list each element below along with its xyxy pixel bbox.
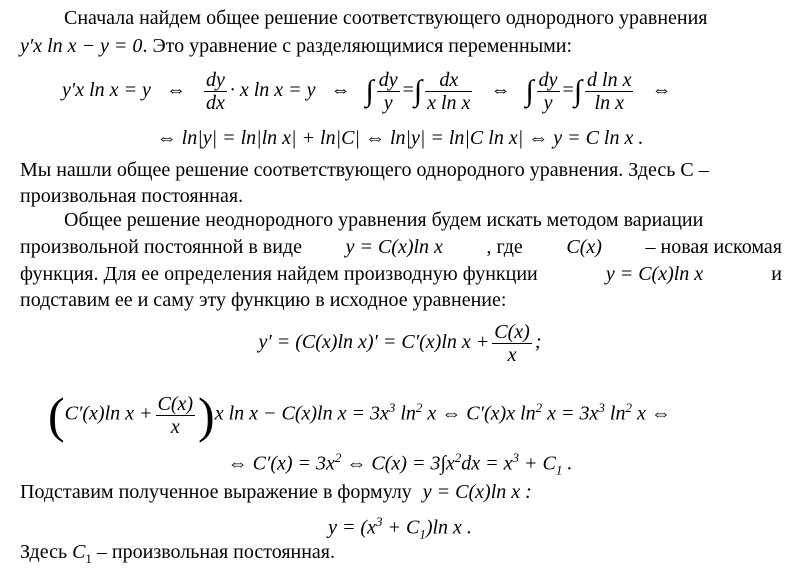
function-cx: C(x) [566,236,602,258]
eq4-c: ln [395,402,416,425]
paragraph-4-text-a: Здесь [20,541,68,563]
eq5-b: ⇔ C(x) = 3∫x [341,452,455,475]
paragraph-2-line-2 [20,235,782,259]
superscript-2: 2 [535,400,543,415]
paragraph-2-text-2a: произвольной постоянной в виде [20,236,302,258]
equation-row-1 [62,62,681,119]
superscript-2: 2 [334,450,342,465]
paragraph-1-line-2 [20,184,243,208]
superscript-2: 2 [454,450,462,465]
superscript-3: 3 [388,400,396,415]
eq1-part-b: · x ln x = y [229,79,316,101]
subscript-1: 1 [419,526,426,542]
paragraph-2-text-4: подставим ее и саму эту функцию в исходное уравнение: [20,289,507,311]
paragraph-4-text-b: – произвольная постоянная. [96,541,336,563]
eq4-d: x ⇔ C′(x)x ln [422,402,536,425]
eq3-end: ; [534,331,542,353]
superscript-3: 3 [512,450,520,465]
eq2-text: ⇔ ln|y| = ln|ln x| + ln|C| ⇔ ln|y| = ln|C ln x| ⇔ y = C ln x . [156,127,644,149]
superscript-2: 2 [415,400,423,415]
intro-text-2: . Это уравнение с разделяющимися переменными: [142,35,573,57]
variation-formula-2: y = C(x)ln x [605,263,704,285]
paragraph-2-text-3a: функция. Для ее определения найдем производную функции [20,263,538,285]
paragraph-2-text-1: Общее решение неоднородного уравнения будем искать методом вариации [64,209,704,231]
subscript-1: 1 [85,551,92,566]
fraction-dlnx-lnx: $\frac{\text{d ln x}}{\text{ln x}}$ [587,68,632,114]
paragraph-2-line-3 [20,262,782,286]
paragraph-1-line-1 [20,158,709,182]
equivalence-arrow: ⇔ [165,79,186,101]
superscript-2: 2 [625,400,632,415]
eq3-left: y′ = (C(x)ln x)′ = C′(x)ln x + [258,331,490,353]
paragraph-3 [20,480,532,504]
equation-row-3 [0,314,800,370]
integral-sign: ∫ [573,74,583,108]
intro-line-2 [20,34,572,58]
subscript-1: 1 [555,462,563,478]
equals-sign: = [402,79,414,101]
intro-text-1: Сначала найдем общее решение соответствующего однородного уравнения [64,7,708,29]
variation-formula: y = C(x)ln x [345,236,443,258]
constant-c: C [72,541,86,563]
fraction-cx-x: $\frac{C(x)}{x}$ [494,320,530,366]
paragraph-3-text: Подставим полученное выражение в формулу [20,481,412,503]
intro-line-1 [64,6,708,30]
eq5-d: + C [519,452,556,475]
eq5-a: ⇔ C′(x) = 3x [227,452,335,475]
equation-row-5 [0,446,800,483]
integral-sign: ∫ [413,74,423,108]
equivalence-arrow: ⇔ [490,79,511,101]
paragraph-2-line-4 [20,288,506,312]
equals-sign: = [562,79,574,101]
integral-sign: ∫ [525,74,534,108]
fraction-dx-xlnx: $\frac{dx}{\text{x ln x}}$ [427,68,471,114]
eq4-a: C′(x)ln x + [64,402,153,425]
fraction-cx-x-2: $\frac{C(x)}{x}$ [157,392,194,438]
substitution-formula: y = C(x)ln x : [422,481,532,503]
equation-row-2 [0,126,800,150]
eq4-e: x = 3x [542,402,599,425]
eq6-c: )ln x . [425,516,472,539]
fraction-dy-y-2: $\frac{dy}{y}$ [538,68,558,114]
paragraph-2-text-2c: – новая искомая [645,236,782,258]
paragraph-1-text-1: Мы нашли общее решение соответствующего однородного уравнения. Здесь C – [20,159,709,181]
superscript-3: 3 [375,514,383,529]
fraction-dy-dx: $\frac{dy}{dx}$ [205,68,225,114]
equation-row-4: (C′(x)ln x + $\frac{C(x)}{x}$ )x ln x − C(x)ln $x = 3x^3$ $\ln^2 x$ ⇔ C′(x)x $\ln^2 x = 3x^3$ $\ln^2 x$ ⇔ [48,387,671,444]
eq5-c: dx = x [461,452,513,475]
homogeneous-equation: y′x ln x − y = 0 [20,35,143,57]
paragraph-2-text-2b: , где [486,236,523,258]
eq4-g: x ⇔ [631,402,671,425]
paragraph-2-text-3b: и [771,263,782,285]
eq5-end: . [562,452,573,475]
integral-sign: ∫ [365,74,374,108]
paragraph-4 [20,540,335,571]
paragraph-1-text-2: произвольная постоянная. [20,185,244,207]
eq4-b: x ln x − C(x)ln x = 3x [214,402,389,425]
paragraph-2-line-1 [64,208,703,232]
superscript-3: 3 [598,400,605,415]
eq6-b: + C [382,516,420,539]
equivalence-arrow: ⇔ [651,79,672,101]
eq6-a: y = (x [328,516,376,539]
fraction-dy-y: $\frac{dy}{y}$ [378,68,398,114]
eq4-f: ln [604,402,626,425]
equivalence-arrow: ⇔ [330,79,351,101]
eq1-part-a: y′x ln x = y [62,79,151,101]
